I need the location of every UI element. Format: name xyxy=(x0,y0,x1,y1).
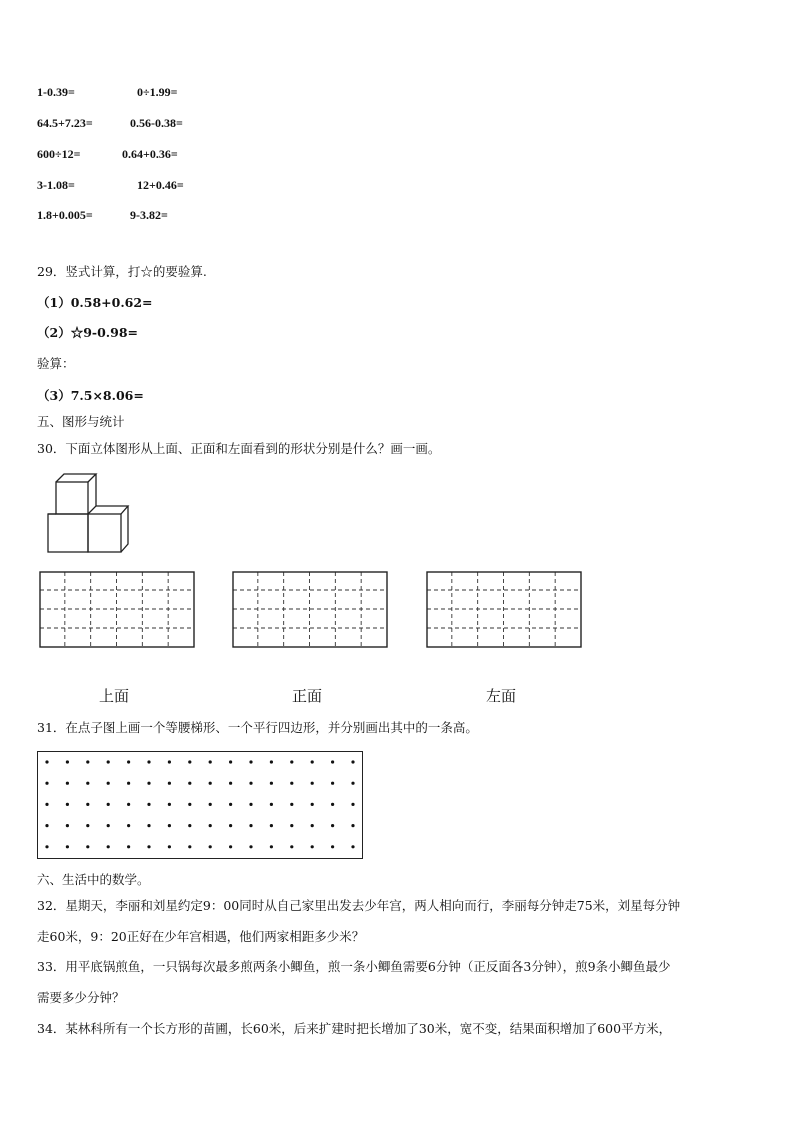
grid-dot[interactable] xyxy=(127,845,130,848)
grid-dot[interactable] xyxy=(147,824,150,827)
grid-dot[interactable] xyxy=(168,824,171,827)
grid-dot[interactable] xyxy=(311,760,314,763)
grid-dot[interactable] xyxy=(168,803,171,806)
grid-left-view[interactable] xyxy=(426,571,586,651)
grid-dot[interactable] xyxy=(209,824,212,827)
grid-dot[interactable] xyxy=(188,782,191,785)
grid-dot[interactable] xyxy=(270,782,273,785)
grid-border xyxy=(427,572,581,647)
grid-dot[interactable] xyxy=(107,803,110,806)
q33-line-1: 33．用平底锅煎鱼，一只锅每次最多煎两条小鲫鱼，煎一条小鲫鱼需要6分钟（正反面各3分钟），煎9条小鲫鱼最少 xyxy=(37,959,671,974)
grid-dot[interactable] xyxy=(331,824,334,827)
grid-dot[interactable] xyxy=(290,824,293,827)
section-5-heading: 五、图形与统计 xyxy=(37,414,125,429)
grid-label-top: 上面 xyxy=(99,687,130,705)
grid-dot[interactable] xyxy=(45,782,48,785)
grid-dot[interactable] xyxy=(290,760,293,763)
section-6-heading: 六、生活中的数学。 xyxy=(37,872,150,887)
grid-dot[interactable] xyxy=(86,824,89,827)
calc-item: 0÷1.99= xyxy=(137,85,178,99)
grid-dot[interactable] xyxy=(249,803,252,806)
grid-dot[interactable] xyxy=(249,845,252,848)
grid-label-front: 正面 xyxy=(292,687,323,705)
grid-dot[interactable] xyxy=(229,760,232,763)
grid-dot[interactable] xyxy=(147,760,150,763)
calc-item: 64.5+7.23= xyxy=(37,116,93,130)
grid-front-view[interactable] xyxy=(232,571,392,651)
grid-dot[interactable] xyxy=(331,845,334,848)
cube-figure xyxy=(44,471,144,561)
q33-line-2: 需要多少分钟？ xyxy=(37,990,125,1005)
q32-line-1: 32．星期天，李丽和刘星约定9：00同时从自己家里出发去少年宫，两人相向而行，李丽每分钟走75米，刘星每分钟 xyxy=(37,898,681,913)
grid-dot[interactable] xyxy=(66,760,69,763)
grid-dot[interactable] xyxy=(311,824,314,827)
grid-dot[interactable] xyxy=(168,845,171,848)
grid-dot[interactable] xyxy=(249,824,252,827)
grid-dot[interactable] xyxy=(270,803,273,806)
grid-dot[interactable] xyxy=(127,760,130,763)
q31-title: 31．在点子图上画一个等腰梯形、一个平行四边形，并分别画出其中的一条高。 xyxy=(37,720,478,735)
grid-dot[interactable] xyxy=(45,824,48,827)
grid-dot[interactable] xyxy=(229,845,232,848)
grid-dot[interactable] xyxy=(127,824,130,827)
grid-dot[interactable] xyxy=(147,803,150,806)
grid-dot[interactable] xyxy=(168,782,171,785)
q29-check-label: 验算： xyxy=(37,356,75,371)
q29-item-3: （3）7.5×8.06= xyxy=(37,388,144,403)
dot-grid-border xyxy=(38,752,363,859)
q29-item-2: （2）☆9-0.98= xyxy=(37,325,139,340)
grid-dot[interactable] xyxy=(127,803,130,806)
grid-dot[interactable] xyxy=(86,845,89,848)
q30-title: 30．下面立体图形从上面、正面和左面看到的形状分别是什么？画一画。 xyxy=(37,441,441,456)
grid-dot[interactable] xyxy=(270,845,273,848)
calc-item: 0.56-0.38= xyxy=(130,116,183,130)
grid-dot[interactable] xyxy=(351,803,354,806)
grid-border xyxy=(233,572,387,647)
grid-dot[interactable] xyxy=(188,824,191,827)
calc-item: 1.8+0.005= xyxy=(37,208,93,222)
q29-item-1: （1）0.58+0.62= xyxy=(37,295,153,310)
grid-dot[interactable] xyxy=(107,782,110,785)
dot-grid[interactable] xyxy=(37,751,363,859)
grid-dot[interactable] xyxy=(209,845,212,848)
grid-dot[interactable] xyxy=(351,845,354,848)
calc-item: 12+0.46= xyxy=(137,178,184,192)
grid-dot[interactable] xyxy=(66,803,69,806)
grid-dot[interactable] xyxy=(45,845,48,848)
grid-dot[interactable] xyxy=(311,803,314,806)
calc-item: 0.64+0.36= xyxy=(122,147,178,161)
grid-top-view[interactable] xyxy=(39,571,199,651)
grid-border xyxy=(40,572,194,647)
grid-dot[interactable] xyxy=(168,760,171,763)
grid-dot[interactable] xyxy=(66,782,69,785)
grid-dot[interactable] xyxy=(127,782,130,785)
grid-dot[interactable] xyxy=(351,782,354,785)
grid-dot[interactable] xyxy=(270,760,273,763)
grid-dot[interactable] xyxy=(188,845,191,848)
q29-title: 29．竖式计算，打☆的要验算. xyxy=(37,264,207,279)
calc-item: 9-3.82= xyxy=(130,208,168,222)
grid-dot[interactable] xyxy=(45,803,48,806)
grid-dot[interactable] xyxy=(229,803,232,806)
grid-dot[interactable] xyxy=(249,782,252,785)
grid-dot[interactable] xyxy=(331,760,334,763)
grid-dot[interactable] xyxy=(290,845,293,848)
calc-item: 3-1.08= xyxy=(37,178,75,192)
grid-dot[interactable] xyxy=(229,782,232,785)
grid-dot[interactable] xyxy=(331,782,334,785)
grid-dot[interactable] xyxy=(86,760,89,763)
calc-item: 600÷12= xyxy=(37,147,81,161)
grid-dot[interactable] xyxy=(331,803,334,806)
grid-dot[interactable] xyxy=(86,782,89,785)
grid-dot[interactable] xyxy=(66,824,69,827)
grid-dot[interactable] xyxy=(66,845,69,848)
grid-dot[interactable] xyxy=(311,845,314,848)
grid-dot[interactable] xyxy=(147,782,150,785)
grid-dot[interactable] xyxy=(45,760,48,763)
grid-dot[interactable] xyxy=(107,824,110,827)
grid-dot[interactable] xyxy=(351,824,354,827)
grid-dot[interactable] xyxy=(107,760,110,763)
grid-dot[interactable] xyxy=(147,845,150,848)
grid-dot[interactable] xyxy=(107,845,110,848)
grid-dot[interactable] xyxy=(290,803,293,806)
q34-line-1: 34．某林科所有一个长方形的苗圃，长60米，后来扩建时把长增加了30米，宽不变，结果面积增加了600平方米， xyxy=(37,1021,672,1036)
grid-dot[interactable] xyxy=(351,760,354,763)
grid-dot[interactable] xyxy=(311,782,314,785)
grid-dot[interactable] xyxy=(209,760,212,763)
grid-dot[interactable] xyxy=(86,803,89,806)
calc-item: 1-0.39= xyxy=(37,85,75,99)
grid-dot[interactable] xyxy=(209,782,212,785)
grid-label-left: 左面 xyxy=(486,687,517,705)
q32-line-2: 走60米，9：20正好在少年宫相遇，他们两家相距多少米？ xyxy=(37,929,365,944)
grid-dot[interactable] xyxy=(270,824,273,827)
grid-dot[interactable] xyxy=(188,803,191,806)
grid-dot[interactable] xyxy=(209,803,212,806)
grid-dot[interactable] xyxy=(188,760,191,763)
grid-dot[interactable] xyxy=(290,782,293,785)
grid-dot[interactable] xyxy=(229,824,232,827)
grid-dot[interactable] xyxy=(249,760,252,763)
